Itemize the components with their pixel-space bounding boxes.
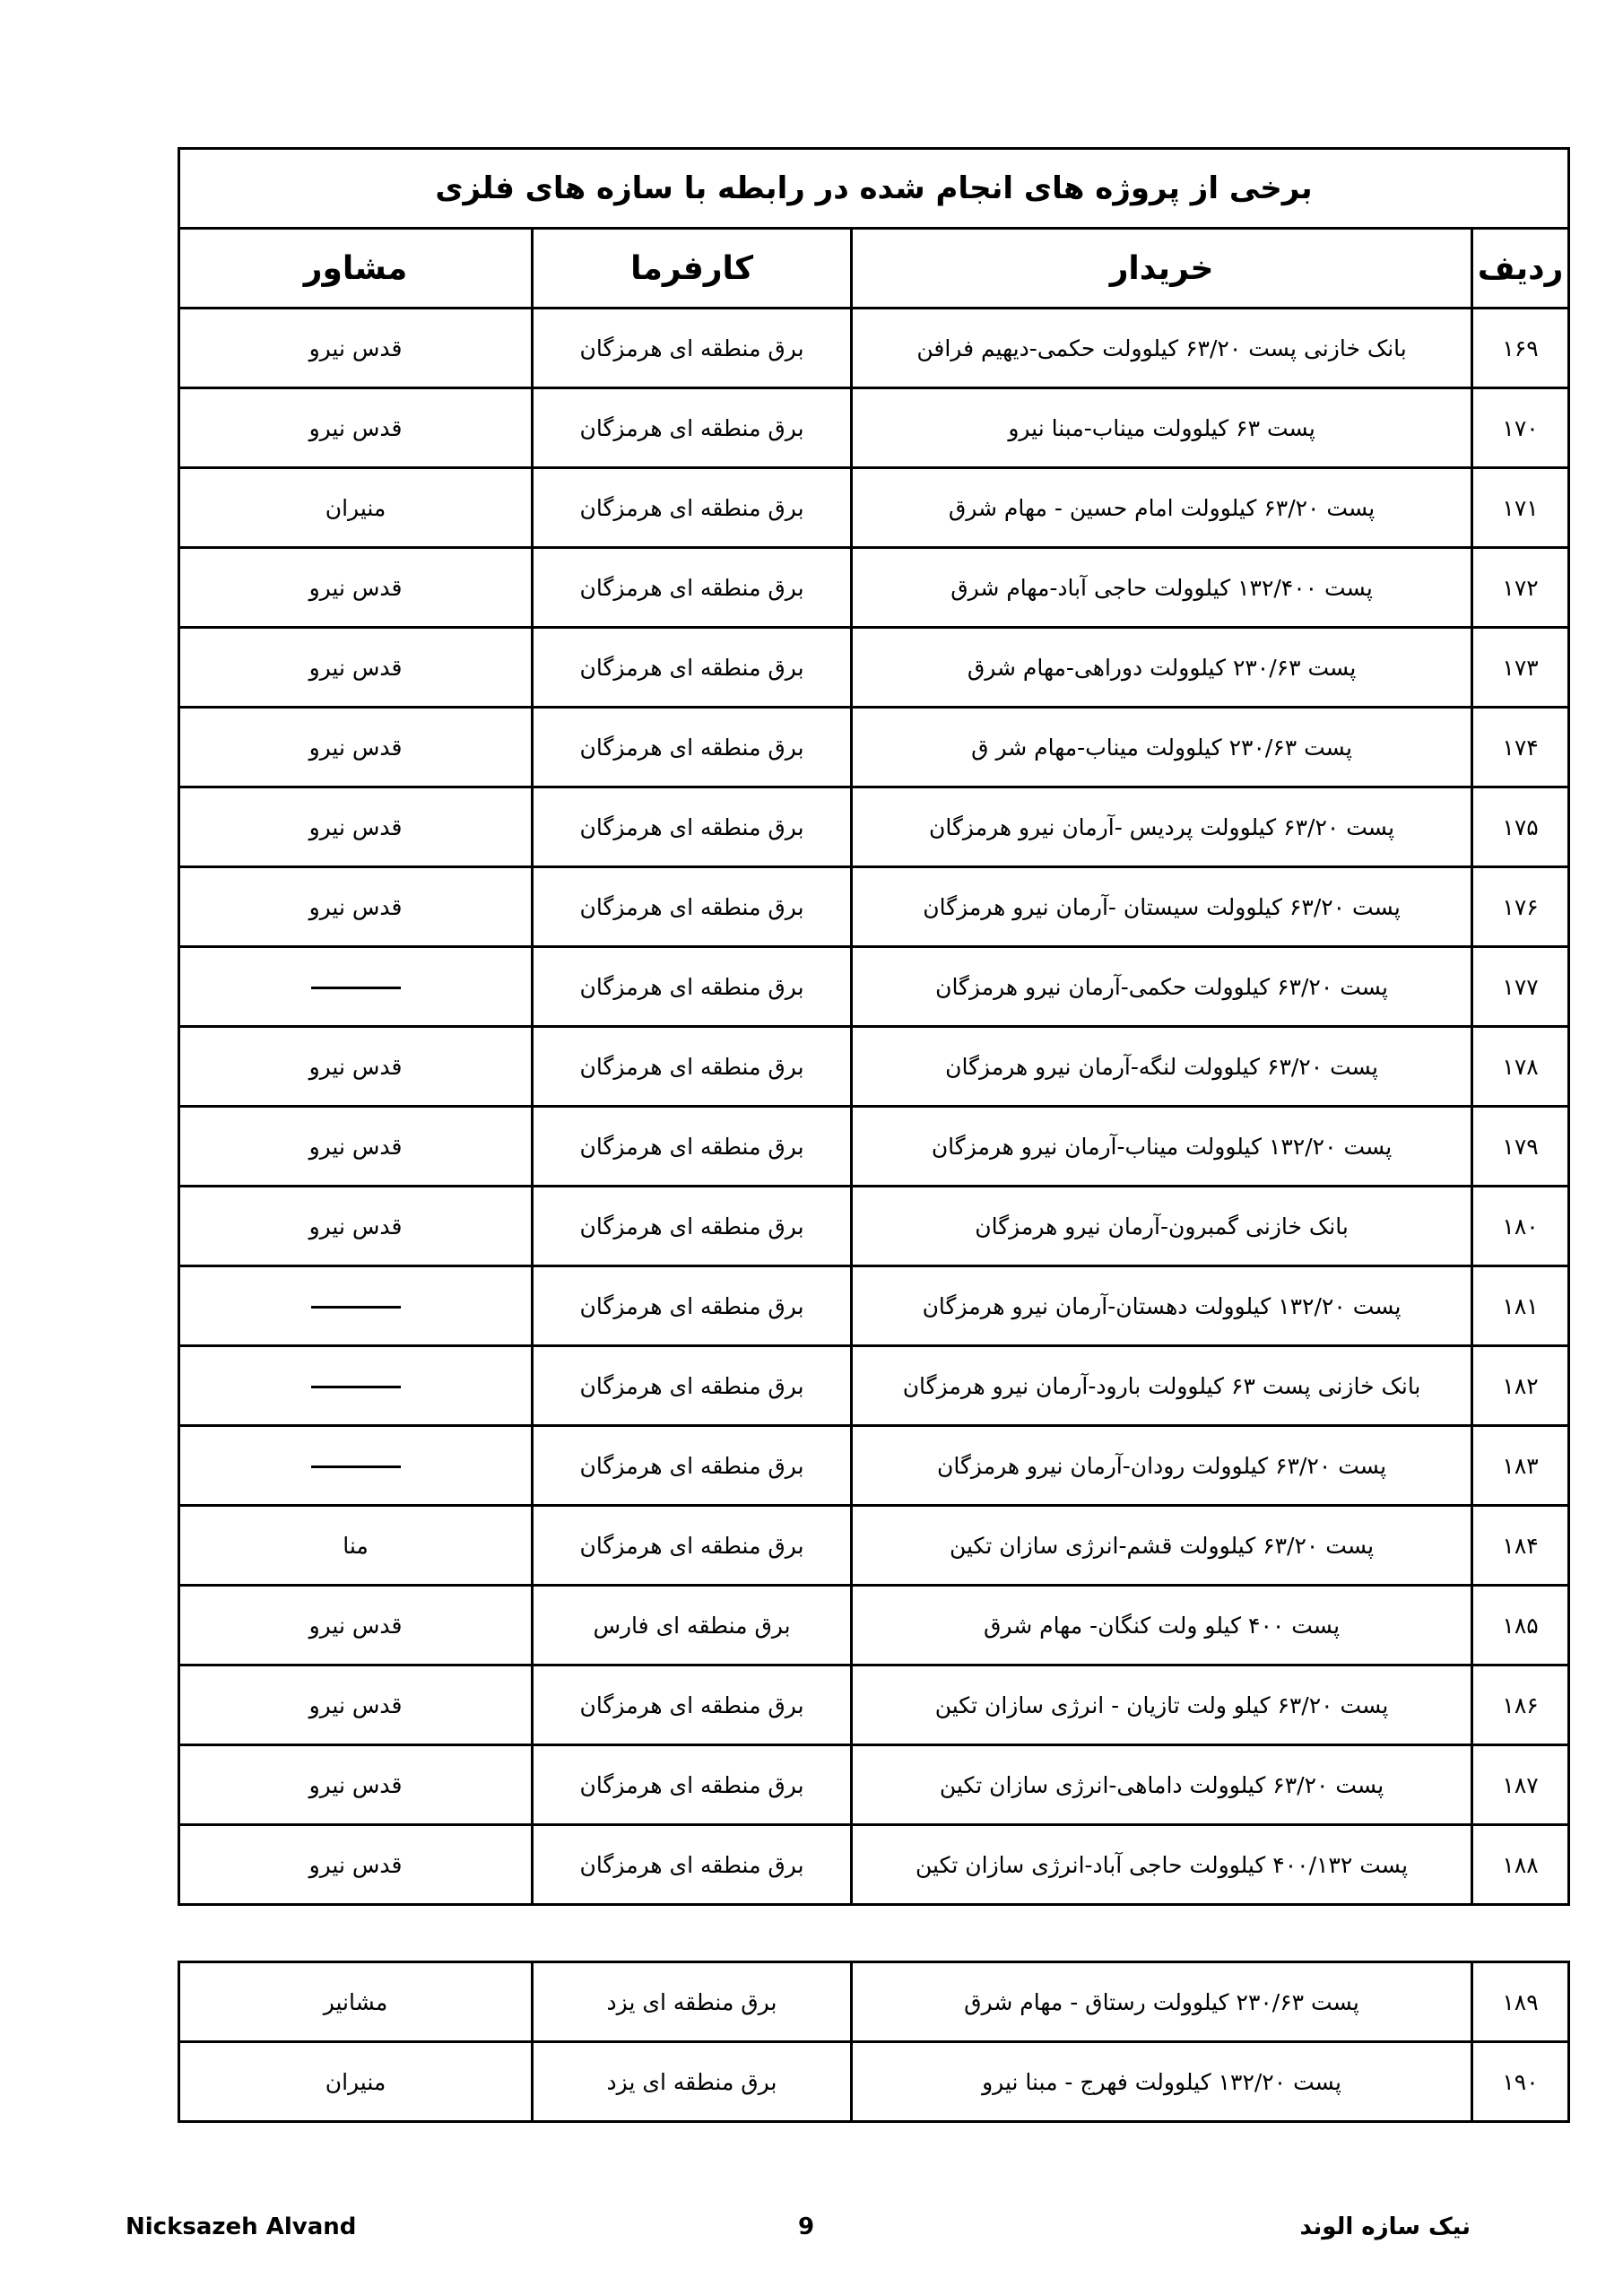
table-row [179,1426,1569,1506]
row-number-cell: ۱۷۱ [1472,468,1569,548]
employer-cell: برق منطقه ای هرمزگان [533,1825,852,1905]
employer-cell: برق منطقه ای یزد [533,1962,852,2042]
table-row [179,468,1569,548]
employer-cell: برق منطقه ای هرمزگان [533,1266,852,1346]
consultant-cell: مشانیر [179,1962,533,2042]
row-number-cell: ۱۷۸ [1472,1027,1569,1107]
buyer-cell: پست ۴۰۰ کیلو ولت کنگان- مهام شرق [852,1586,1472,1665]
buyer-cell: بانک خازنی پست ۶۳/۲۰ کیلوولت حکمی-دیهیم فرافن [852,309,1472,388]
row-number-cell: ۱۷۹ [1472,1107,1569,1187]
table-row [179,787,1569,867]
table-row [179,947,1569,1027]
header-consultant: مشاور [179,229,533,309]
consultant-cell: قدس نیرو [179,1027,533,1107]
table-title: برخی از پروژه های انجام شده در رابطه با سازه های فلزی [179,149,1569,229]
consultant-cell: قدس نیرو [179,1745,533,1825]
employer-cell: برق منطقه ای یزد [533,2042,852,2122]
table-row [179,1107,1569,1187]
consultant-cell: منیران [179,2042,533,2122]
employer-cell: برق منطقه ای هرمزگان [533,1027,852,1107]
table-row [179,309,1569,388]
table-row [179,548,1569,628]
row-number-cell: ۱۷۵ [1472,787,1569,867]
employer-cell: برق منطقه ای هرمزگان [533,309,852,388]
projects-table [178,147,1570,1906]
employer-cell: برق منطقه ای هرمزگان [533,468,852,548]
buyer-cell: پست ۶۳/۲۰ کیلوولت سیستان -آرمان نیرو هرمزگان [852,867,1472,947]
buyer-cell: پست ۱۳۲/۴۰۰ کیلوولت حاجی آباد-مهام شرق [852,548,1472,628]
table-row [179,1187,1569,1266]
table-row [179,1266,1569,1346]
footer-company-name-persian: نیک سازه الوند [1299,2213,1471,2240]
empty-dash [311,987,401,989]
consultant-cell: قدس نیرو [179,388,533,468]
consultant-cell: قدس نیرو [179,628,533,708]
consultant-cell: قدس نیرو [179,1586,533,1665]
header-employer: کارفرما [533,229,852,309]
projects-table-continued [178,1961,1570,2123]
row-number-cell: ۱۸۴ [1472,1506,1569,1586]
footer-company-name-latin: Nicksazeh Alvand [126,2213,357,2240]
consultant-cell: قدس نیرو [179,1107,533,1187]
table-row [179,1027,1569,1107]
table-row [179,1665,1569,1745]
table-row [179,1962,1569,2042]
employer-cell: برق منطقه ای هرمزگان [533,867,852,947]
table-row [179,2042,1569,2122]
buyer-cell: پست ۶۳/۲۰ کیلو ولت تازیان - انرژی سازان تکین [852,1665,1472,1745]
consultant-cell: قدس نیرو [179,708,533,787]
row-number-cell: ۱۸۶ [1472,1665,1569,1745]
buyer-cell: پست ۶۳ کیلوولت میناب-مبنا نیرو [852,388,1472,468]
buyer-cell: پست ۶۳/۲۰ کیلوولت لنگه-آرمان نیرو هرمزگان [852,1027,1472,1107]
row-number-cell: ۱۶۹ [1472,309,1569,388]
row-number-cell: ۱۸۳ [1472,1426,1569,1506]
employer-cell: برق منطقه ای هرمزگان [533,708,852,787]
employer-cell: برق منطقه ای هرمزگان [533,548,852,628]
row-number-cell: ۱۷۲ [1472,548,1569,628]
buyer-cell: پست ۲۳۰/۶۳ کیلوولت دوراهی-مهام شرق [852,628,1472,708]
consultant-cell [179,1426,533,1506]
row-number-cell: ۱۸۹ [1472,1962,1569,2042]
empty-dash [311,1386,401,1388]
header-row-number: ردیف [1472,229,1569,309]
row-number-cell: ۱۷۳ [1472,628,1569,708]
consultant-cell: قدس نیرو [179,1665,533,1745]
employer-cell: برق منطقه ای هرمزگان [533,787,852,867]
empty-dash [311,1465,401,1468]
employer-cell: برق منطقه ای هرمزگان [533,1745,852,1825]
consultant-cell: قدس نیرو [179,1187,533,1266]
buyer-cell: پست ۶۳/۲۰ کیلوولت حکمی-آرمان نیرو هرمزگان [852,947,1472,1027]
row-number-cell: ۱۸۰ [1472,1187,1569,1266]
row-number-cell: ۱۷۰ [1472,388,1569,468]
buyer-cell: پست ۱۳۲/۲۰ کیلوولت فهرج - مبنا نیرو [852,2042,1472,2122]
employer-cell: برق منطقه ای فارس [533,1586,852,1665]
header-buyer: خریدار [852,229,1472,309]
row-number-cell: ۱۷۷ [1472,947,1569,1027]
consultant-cell [179,947,533,1027]
employer-cell: برق منطقه ای هرمزگان [533,1346,852,1426]
employer-cell: برق منطقه ای هرمزگان [533,628,852,708]
buyer-cell: پست ۴۰۰/۱۳۲ کیلوولت حاجی آباد-انرژی سازان تکین [852,1825,1472,1905]
employer-cell: برق منطقه ای هرمزگان [533,1107,852,1187]
employer-cell: برق منطقه ای هرمزگان [533,1426,852,1506]
empty-dash [311,1306,401,1309]
consultant-cell [179,1266,533,1346]
consultant-cell: قدس نیرو [179,548,533,628]
consultant-cell: منیران [179,468,533,548]
consultant-cell [179,1346,533,1426]
consultant-cell: قدس نیرو [179,1825,533,1905]
buyer-cell: پست ۶۳/۲۰ کیلوولت پردیس -آرمان نیرو هرمزگان [852,787,1472,867]
row-number-cell: ۱۸۸ [1472,1825,1569,1905]
row-number-cell: ۱۸۵ [1472,1586,1569,1665]
row-number-cell: ۱۸۱ [1472,1266,1569,1346]
table-row [179,628,1569,708]
consultant-cell: قدس نیرو [179,787,533,867]
consultant-cell: قدس نیرو [179,309,533,388]
buyer-cell: پست ۶۳/۲۰ کیلوولت قشم-انرژی سازان تکین [852,1506,1472,1586]
table-row [179,708,1569,787]
buyer-cell: پست ۱۳۲/۲۰ کیلوولت دهستان-آرمان نیرو هرمزگان [852,1266,1472,1346]
buyer-cell: پست ۲۳۰/۶۳ کیلوولت میناب-مهام شر ق [852,708,1472,787]
buyer-cell: پست ۶۳/۲۰ کیلوولت امام حسین - مهام شرق [852,468,1472,548]
buyer-cell: پست ۲۳۰/۶۳ کیلوولت رستاق - مهام شرق [852,1962,1472,2042]
table-row [179,867,1569,947]
table-row [179,1586,1569,1665]
consultant-cell: منا [179,1506,533,1586]
employer-cell: برق منطقه ای هرمزگان [533,1187,852,1266]
buyer-cell: بانک خازنی پست ۶۳ کیلوولت بارود-آرمان نیرو هرمزگان [852,1346,1472,1426]
buyer-cell: بانک خازنی گمبرون-آرمان نیرو هرمزگان [852,1187,1472,1266]
consultant-cell: قدس نیرو [179,867,533,947]
employer-cell: برق منطقه ای هرمزگان [533,947,852,1027]
buyer-cell: پست ۶۳/۲۰ کیلوولت رودان-آرمان نیرو هرمزگان [852,1426,1472,1506]
employer-cell: برق منطقه ای هرمزگان [533,1506,852,1586]
page-number: 9 [798,2213,815,2240]
table-row [179,1346,1569,1426]
table-row [179,1506,1569,1586]
buyer-cell: پست ۶۳/۲۰ کیلوولت داماهی-انرژی سازان تکین [852,1745,1472,1825]
table-row [179,1745,1569,1825]
row-number-cell: ۱۷۶ [1472,867,1569,947]
employer-cell: برق منطقه ای هرمزگان [533,388,852,468]
table-row [179,1825,1569,1905]
row-number-cell: ۱۹۰ [1472,2042,1569,2122]
row-number-cell: ۱۸۲ [1472,1346,1569,1426]
employer-cell: برق منطقه ای هرمزگان [533,1665,852,1745]
row-number-cell: ۱۷۴ [1472,708,1569,787]
row-number-cell: ۱۸۷ [1472,1745,1569,1825]
buyer-cell: پست ۱۳۲/۲۰ کیلوولت میناب-آرمان نیرو هرمزگان [852,1107,1472,1187]
table-row [179,388,1569,468]
